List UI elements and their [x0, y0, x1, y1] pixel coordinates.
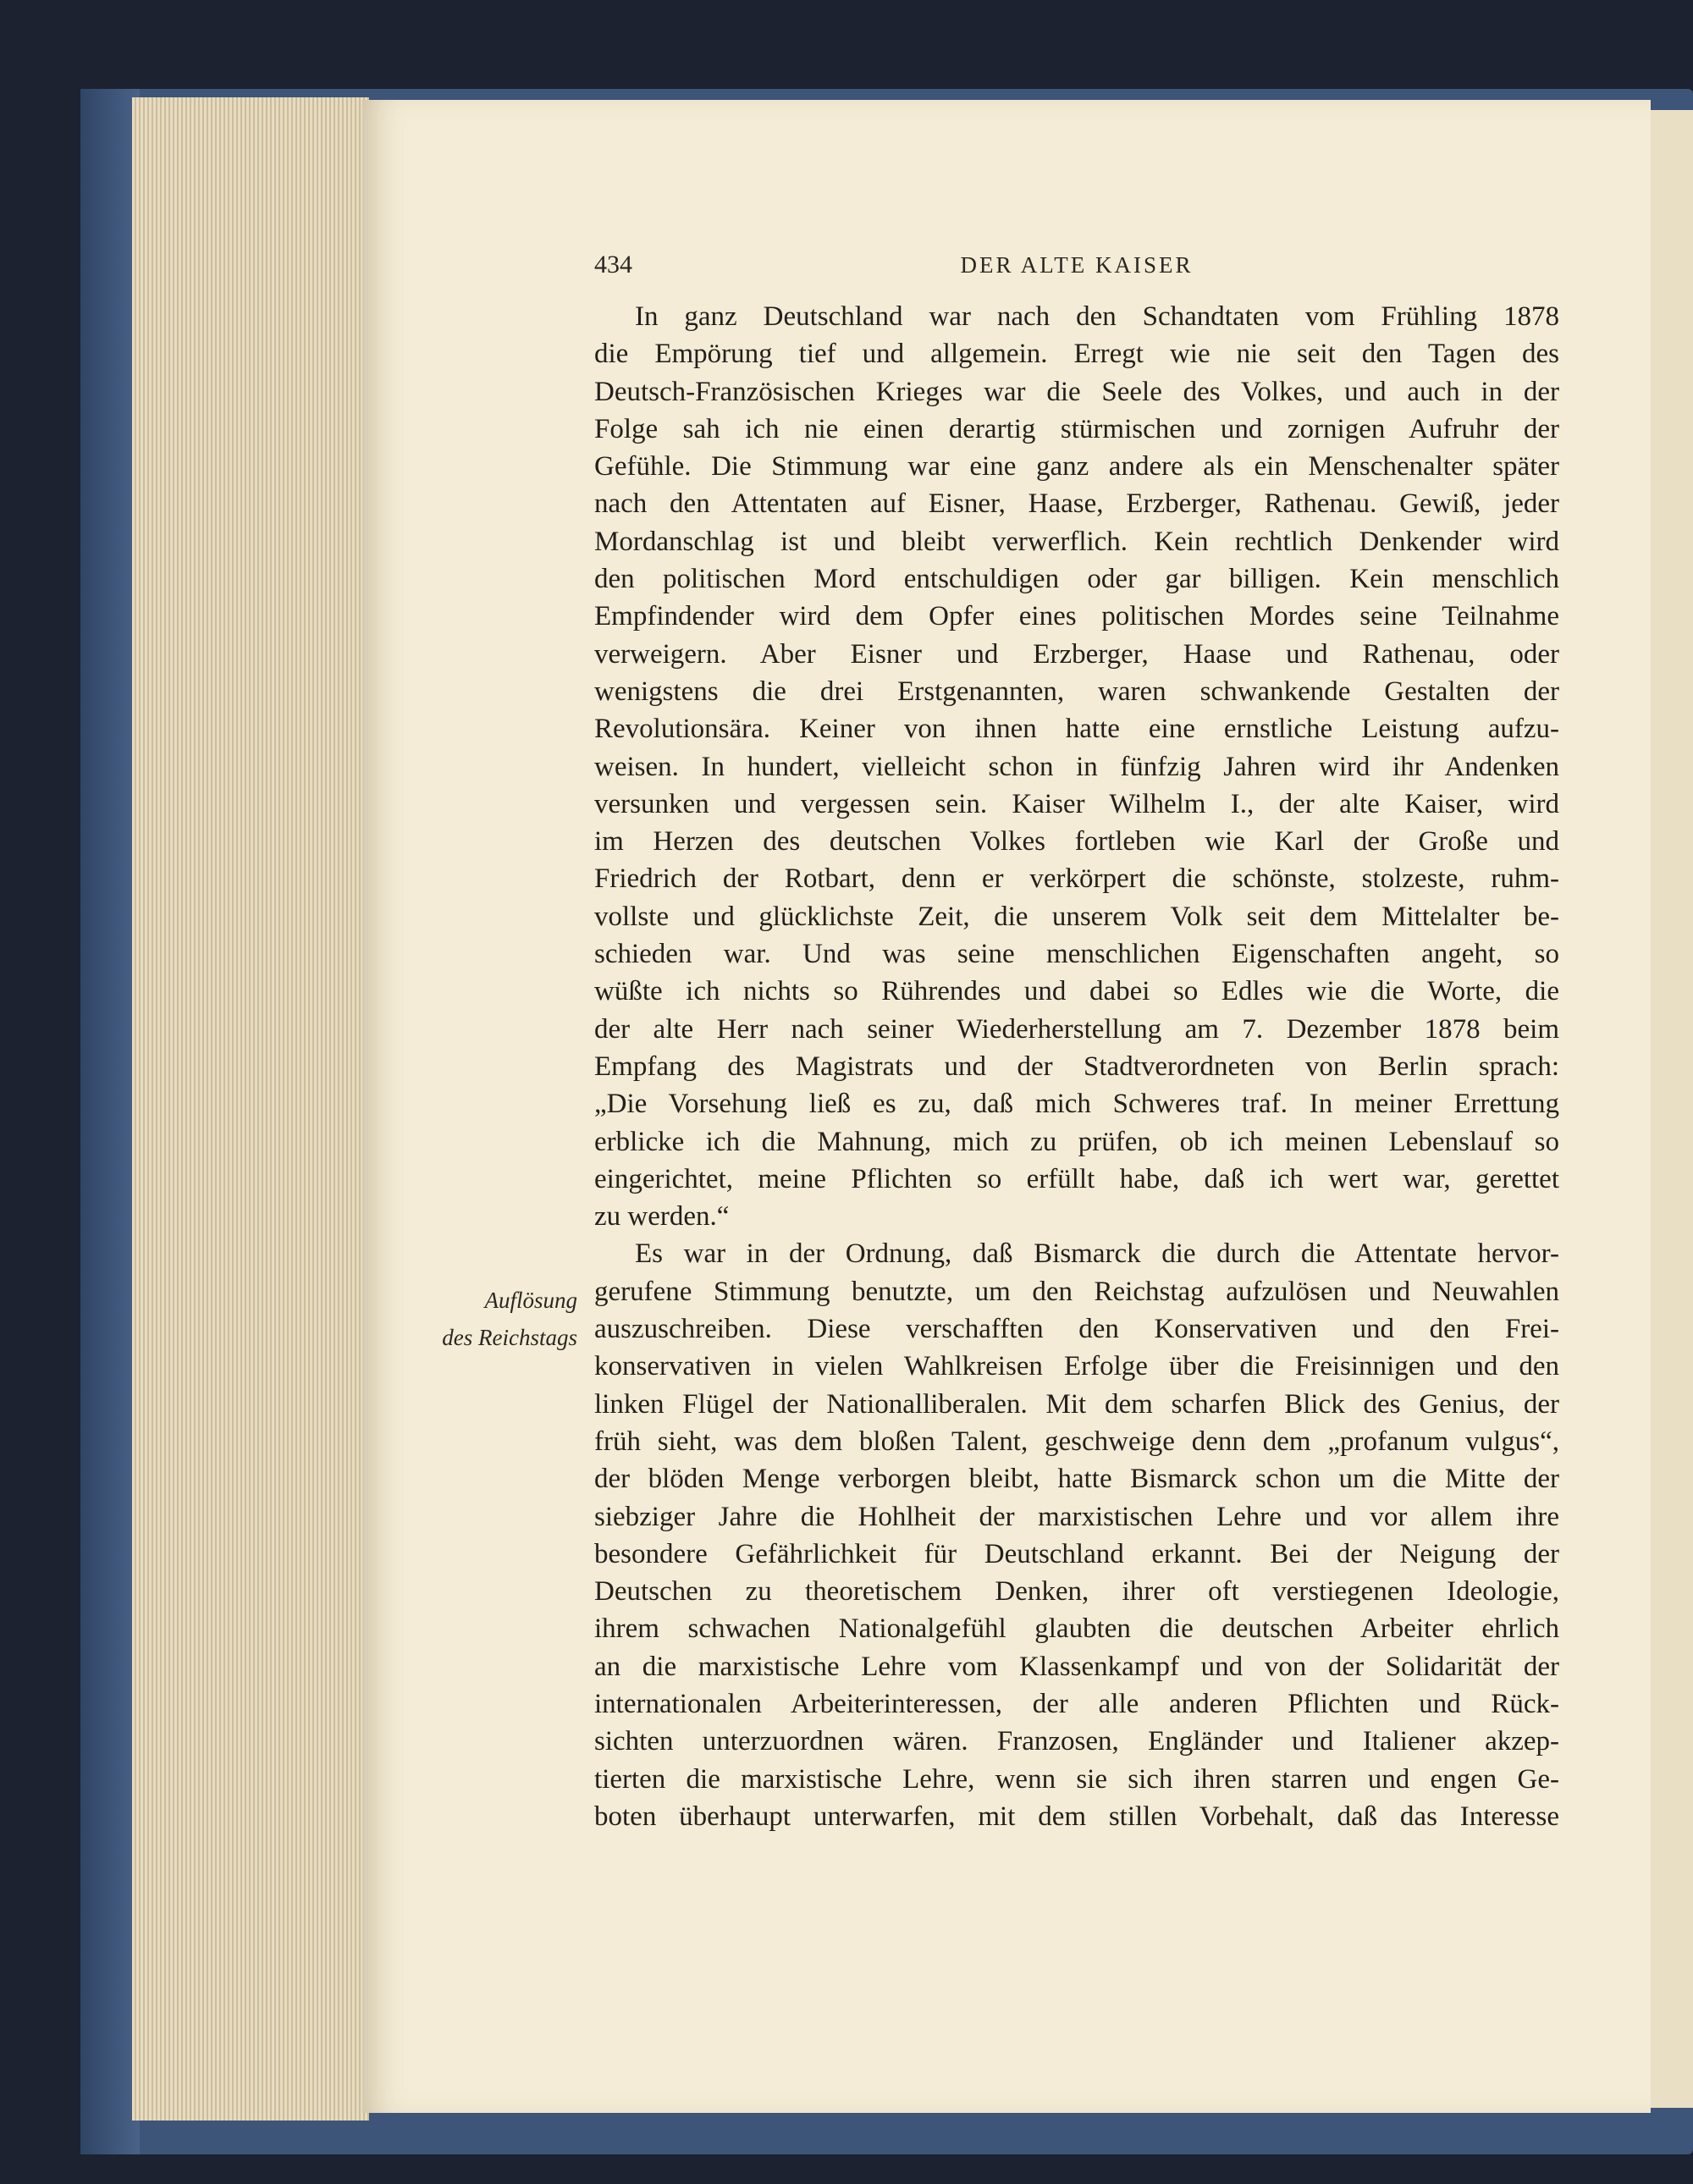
text-line: der blöden Menge verborgen bleibt, hatte Bismarck schon um die Mitte der: [594, 1464, 1559, 1495]
text-line: Empfindender wird dem Opfer eines politischen Mordes seine Teilnahme: [594, 601, 1559, 632]
text-line: eingerichtet, meine Pflichten so erfüllt habe, daß ich wert war, gerettet: [594, 1163, 1559, 1194]
text-line: Folge sah ich nie einen derartig stürmischen und zornigen Aufruhr der: [594, 413, 1559, 444]
text-line: ihrem schwachen Nationalgefühl glaubten die deutschen Arbeiter ehrlich: [594, 1613, 1559, 1645]
text-line: Mordanschlag ist und bleibt verwerflich. Kein rechtlich Denkender wird: [594, 526, 1559, 557]
page-number: 434: [594, 251, 632, 279]
text-line: Friedrich der Rotbart, denn er verkörpert die schönste, stolzeste, ruhm-: [594, 863, 1559, 895]
text-line: verweigern. Aber Eisner und Erzberger, Haase und Rathenau, oder: [594, 638, 1559, 670]
body-text: [594, 298, 1559, 1835]
text-line: internationalen Arbeiterinteressen, der alle anderen Pflichten und Rück-: [594, 1688, 1559, 1719]
text-line: besondere Gefährlichkeit für Deutschland erkannt. Bei der Neigung der: [594, 1538, 1559, 1569]
book-spine: [80, 89, 140, 2154]
text-line: die Empörung tief und allgemein. Erregt wie nie seit den Tagen des: [594, 339, 1559, 370]
text-line: wenigstens die drei Erstgenannten, waren schwankende Gestalten der: [594, 676, 1559, 707]
text-line: Es war in der Ordnung, daß Bismarck die durch die Attentate hervor-: [635, 1238, 1559, 1270]
text-line: sichten unterzuordnen wären. Franzosen, Engländer und Italiener akzep-: [594, 1726, 1559, 1757]
text-line: Deutschen zu theoretischem Denken, ihrer oft verstiegenen Ideologie,: [594, 1576, 1559, 1608]
text-line: gerufene Stimmung benutzte, um den Reichstag aufzulösen und Neuwahlen: [594, 1276, 1559, 1307]
text-line: linken Flügel der Nationalliberalen. Mit dem scharfen Blick des Genius, der: [594, 1388, 1559, 1420]
facing-page-edge: [1651, 110, 1693, 2108]
text-line: weisen. In hundert, vielleicht schon in fünfzig Jahren wird ihr Andenken: [594, 751, 1559, 782]
text-line: siebziger Jahre die Hohlheit der marxistischen Lehre und vor allem ihre: [594, 1501, 1559, 1532]
text-line: boten überhaupt unterwarfen, mit dem stillen Vorbehalt, daß das Interesse: [594, 1801, 1559, 1832]
running-title: DER ALTE KAISER: [960, 252, 1194, 278]
text-line: auszuschreiben. Diese verschafften den Konservativen und den Frei-: [594, 1314, 1559, 1345]
text-line: den politischen Mord entschuldigen oder gar billigen. Kein menschlich: [594, 564, 1559, 595]
text-line: früh sieht, was dem bloßen Talent, geschweige denn dem „profanum vulgus“,: [594, 1426, 1559, 1457]
text-line: Deutsch-Französischen Krieges war die Seele des Volkes, und auch in der: [594, 376, 1559, 407]
text-line: nach den Attentaten auf Eisner, Haase, Erzberger, Rathenau. Gewiß, jeder: [594, 488, 1559, 520]
text-line: „Die Vorsehung ließ es zu, daß mich Schweres traf. In meiner Errettung: [594, 1089, 1559, 1120]
text-line: tierten die marxistische Lehre, wenn sie sich ihren starren und engen Ge-: [594, 1763, 1559, 1795]
text-line: Gefühle. Die Stimmung war eine ganz andere als ein Menschenalter später: [594, 451, 1559, 483]
margin-note-line: des Reichstags: [442, 1325, 577, 1350]
text-line: im Herzen des deutschen Volkes fortleben wie Karl der Große und: [594, 826, 1559, 858]
text-line: versunken und vergessen sein. Kaiser Wilhelm I., der alte Kaiser, wird: [594, 788, 1559, 819]
text-line: Revolutionsära. Keiner von ihnen hatte eine ernstliche Leistung aufzu-: [594, 714, 1559, 745]
page-header: [594, 251, 1559, 284]
text-line: zu werden.“: [594, 1201, 730, 1233]
text-line: erblicke ich die Mahnung, mich zu prüfen, ob ich meinen Lebenslauf so: [594, 1126, 1559, 1157]
text-line: Empfang des Magistrats und der Stadtverordneten von Berlin sprach:: [594, 1051, 1559, 1082]
text-line: In ganz Deutschland war nach den Schandtaten vom Frühling 1878: [635, 301, 1559, 332]
text-line: wüßte ich nichts so Rührendes und dabei so Edles wie die Worte, die: [594, 976, 1559, 1007]
text-line: der alte Herr nach seiner Wiederherstellung am 7. Dezember 1878 beim: [594, 1013, 1559, 1045]
page-edges: [132, 97, 369, 2121]
text-line: schieden war. Und was seine menschlichen Eigenschaften angeht, so: [594, 939, 1559, 970]
text-line: vollste und glücklichste Zeit, die unserem Volk seit dem Mittelalter be-: [594, 901, 1559, 932]
text-line: an die marxistische Lehre vom Klassenkampf und von der Solidarität der: [594, 1651, 1559, 1682]
text-line: konservativen in vielen Wahlkreisen Erfolge über die Freisinnigen und den: [594, 1351, 1559, 1382]
margin-note-line: Auflösung: [484, 1288, 577, 1313]
